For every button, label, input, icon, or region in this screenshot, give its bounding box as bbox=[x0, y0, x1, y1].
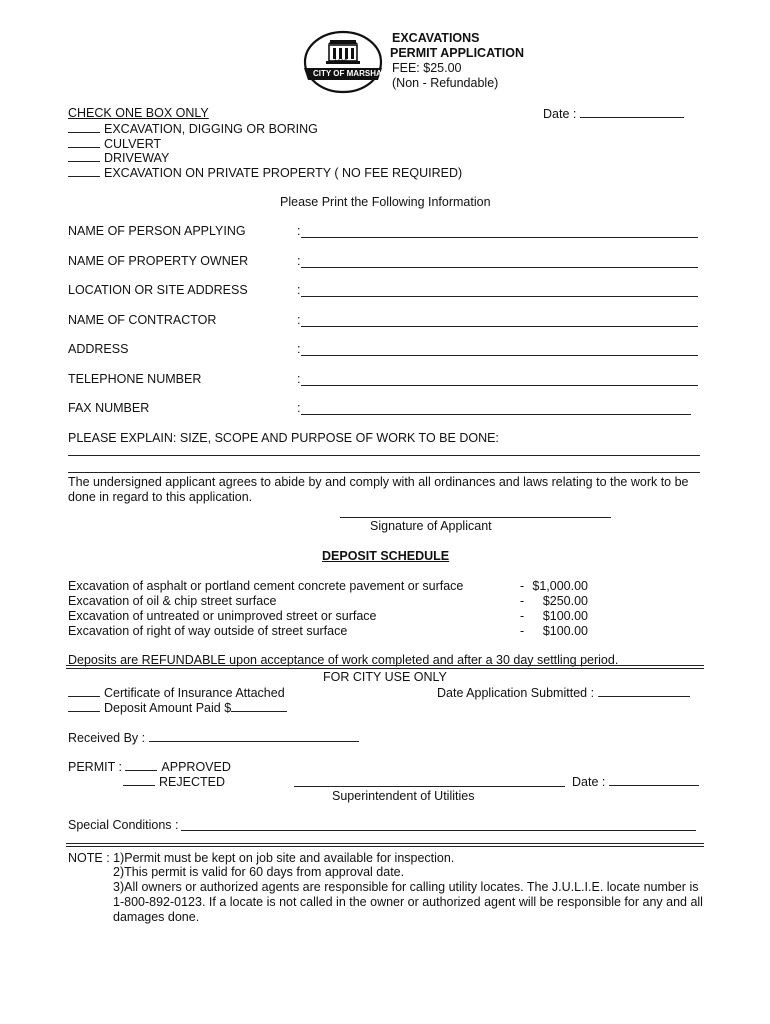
received-by-row bbox=[68, 730, 363, 746]
field-input-line[interactable] bbox=[301, 355, 698, 356]
signature-line[interactable] bbox=[340, 517, 611, 518]
approval-date-label: Date : bbox=[572, 775, 609, 789]
field-input-line[interactable] bbox=[301, 326, 698, 327]
date-label: Date : bbox=[543, 107, 580, 121]
date-field[interactable] bbox=[580, 106, 684, 118]
fee-amount: FEE: $25.00 bbox=[392, 61, 462, 75]
option-private-property bbox=[68, 165, 462, 181]
field-colon: : bbox=[297, 313, 301, 327]
permit-label: PERMIT : bbox=[68, 760, 126, 774]
logo-year: 1835 bbox=[334, 60, 348, 66]
form-title: EXCAVATIONS bbox=[392, 31, 480, 45]
field-colon: : bbox=[297, 401, 301, 415]
superintendent-signature-line[interactable] bbox=[294, 786, 565, 787]
field-input-line[interactable] bbox=[301, 385, 698, 386]
insurance-label: Certificate of Insurance Attached bbox=[104, 686, 285, 700]
option-label: EXCAVATION ON PRIVATE PROPERTY ( NO FEE REQUIRED) bbox=[104, 166, 463, 180]
check-heading: CHECK ONE BOX ONLY bbox=[68, 106, 209, 120]
field-input-line[interactable] bbox=[301, 237, 698, 238]
note-2: 2)This permit is valid for 60 days from approval date. bbox=[113, 865, 405, 879]
logo-city-name: CITY OF MARSHALL bbox=[313, 69, 392, 78]
option-label: DRIVEWAY bbox=[104, 151, 170, 165]
field-colon: : bbox=[297, 342, 301, 356]
deposit-amount: $250.00 bbox=[542, 594, 588, 608]
deposit-paid-label: Deposit Amount Paid $ bbox=[104, 701, 232, 715]
deposit-paid-row bbox=[68, 700, 291, 716]
note-3: 3)All owners or authorized agents are responsible for calling utility locates. The J.U.L.I.E. locate number is 1-800-892-0123. If a locate is not called in the owner or authorized agent will be responsible for any and all damages done. bbox=[113, 880, 703, 924]
fee-note: (Non - Refundable) bbox=[392, 76, 499, 90]
field-colon: : bbox=[297, 283, 301, 297]
superintendent-label: Superintendent of Utilities bbox=[332, 789, 475, 803]
special-conditions-field[interactable] bbox=[181, 830, 696, 831]
field-input-line[interactable] bbox=[301, 267, 698, 268]
field-input-line[interactable] bbox=[301, 414, 691, 415]
field-label: LOCATION OR SITE ADDRESS bbox=[68, 283, 248, 297]
received-by-label: Received By : bbox=[68, 731, 149, 745]
field-label: NAME OF PERSON APPLYING bbox=[68, 224, 246, 238]
special-conditions-label: Special Conditions : bbox=[68, 818, 179, 832]
field-colon: : bbox=[297, 224, 301, 238]
checkbox-blank[interactable] bbox=[68, 165, 100, 177]
permit-rejected-row bbox=[123, 774, 225, 790]
deposit-paid-field[interactable] bbox=[231, 700, 287, 712]
checkbox-blank[interactable] bbox=[68, 150, 100, 162]
approval-date-field[interactable] bbox=[609, 774, 699, 786]
divider bbox=[66, 665, 704, 666]
signature-label: Signature of Applicant bbox=[370, 519, 492, 533]
print-instruction: Please Print the Following Information bbox=[280, 195, 491, 209]
agreement-text: The undersigned applicant agrees to abide by and comply with all ordinances and laws relating to the work to be done in regard to this application. bbox=[68, 475, 689, 504]
rejected-label: REJECTED bbox=[159, 775, 225, 789]
deposit-dash: - bbox=[520, 609, 525, 623]
form-subtitle: PERMIT APPLICATION bbox=[390, 46, 525, 60]
deposit-description: Excavation of untreated or unimproved street or surface bbox=[68, 609, 377, 623]
option-label: EXCAVATION, DIGGING OR BORING bbox=[104, 122, 318, 136]
field-label: TELEPHONE NUMBER bbox=[68, 372, 202, 386]
insurance-row bbox=[68, 685, 285, 701]
date-submitted-label: Date Application Submitted : bbox=[437, 686, 598, 700]
explain-label: PLEASE EXPLAIN: SIZE, SCOPE AND PURPOSE OF WORK TO BE DONE: bbox=[68, 431, 499, 445]
deposit-amount: $100.00 bbox=[542, 609, 588, 623]
field-colon: : bbox=[297, 254, 301, 268]
field-label: NAME OF PROPERTY OWNER bbox=[68, 254, 249, 268]
city-use-heading: FOR CITY USE ONLY bbox=[323, 670, 447, 684]
approval-date-row bbox=[572, 774, 703, 790]
explain-line-2[interactable] bbox=[68, 472, 700, 473]
checkbox-blank[interactable] bbox=[68, 136, 100, 148]
deposit-dash: - bbox=[520, 624, 525, 638]
explain-line-1[interactable] bbox=[68, 455, 700, 456]
checkbox-blank[interactable] bbox=[123, 774, 155, 786]
note-1: NOTE : 1)Permit must be kept on job site and available for inspection. bbox=[68, 851, 455, 865]
field-label: ADDRESS bbox=[68, 342, 129, 356]
deposit-amount: $1,000.00 bbox=[532, 579, 588, 593]
city-logo bbox=[298, 28, 392, 96]
deposit-heading: DEPOSIT SCHEDULE bbox=[322, 549, 450, 563]
deposit-description: Excavation of asphalt or portland cement concrete pavement or surface bbox=[68, 579, 464, 593]
deposit-description: Excavation of right of way outside of street surface bbox=[68, 624, 348, 638]
field-colon: : bbox=[297, 372, 301, 386]
deposit-amount: $100.00 bbox=[542, 624, 588, 638]
field-label: NAME OF CONTRACTOR bbox=[68, 313, 217, 327]
option-driveway bbox=[68, 150, 169, 166]
received-by-field[interactable] bbox=[149, 730, 359, 742]
checkbox-blank[interactable] bbox=[125, 759, 157, 771]
checkbox-blank[interactable] bbox=[68, 700, 100, 712]
checkbox-blank[interactable] bbox=[68, 685, 100, 697]
divider bbox=[66, 846, 704, 847]
application-date bbox=[543, 106, 688, 122]
refund-note: Deposits are REFUNDABLE upon acceptance of work completed and after a 30 day settling period. bbox=[68, 653, 619, 667]
date-submitted-field[interactable] bbox=[598, 685, 690, 697]
approved-label: APPROVED bbox=[161, 760, 231, 774]
option-excavation bbox=[68, 121, 318, 137]
option-label: CULVERT bbox=[104, 137, 162, 151]
date-submitted-row bbox=[437, 685, 694, 701]
divider bbox=[66, 668, 704, 669]
field-label: FAX NUMBER bbox=[68, 401, 150, 415]
divider bbox=[66, 843, 704, 844]
checkbox-blank[interactable] bbox=[68, 121, 100, 133]
permit-approved-row bbox=[68, 759, 231, 775]
deposit-description: Excavation of oil & chip street surface bbox=[68, 594, 277, 608]
field-input-line[interactable] bbox=[301, 296, 698, 297]
deposit-dash: - bbox=[520, 594, 525, 608]
deposit-dash: - bbox=[520, 579, 525, 593]
